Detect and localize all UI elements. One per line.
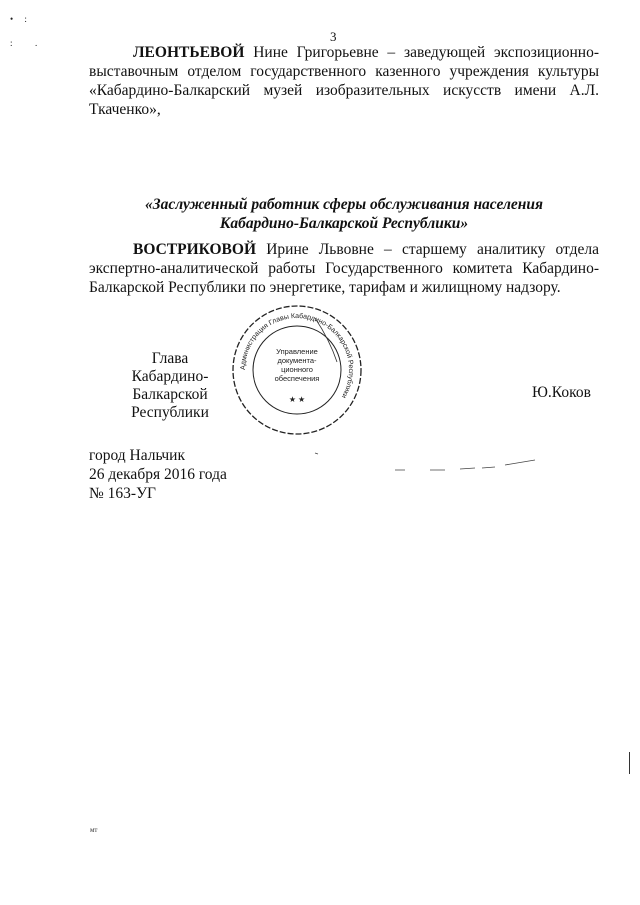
stamp-star: ★ ★ [288,395,306,404]
footer-code: мт [90,826,98,834]
awardee-surname: ЛЕОНТЬЕВОЙ [133,44,245,61]
award-title-heading [89,195,599,233]
scan-marks: • : : . [10,14,38,48]
signatory-name: Ю.Коков [532,384,591,401]
decree-details [89,446,227,503]
stamp-center-line: докумeнта- [277,356,317,365]
official-stamp [227,300,367,440]
heading-line-1: «Заслуженный работник сферы обслуживания населения [144,196,544,213]
decree-date: 26 декабря 2016 года [89,466,227,483]
scan-dash-marks [310,450,550,475]
awardee-details: Ирине Львовне – старшему аналитику отдела экспертно-аналитической работы Государственного комитета Кабардино-Балкарской Республики по энергетике, тарифам и жилищному надзору. [89,241,599,296]
signatory-position: Глава Кабардино-Балкарской Республики [131,350,209,421]
awardee-surname: ВОСТРИКОВОЙ [133,241,257,258]
scan-edge-mark [629,752,630,774]
heading-line-2: Кабардино-Балкарской Республики» [219,215,469,232]
stamp-center-line: обеспечения [274,374,320,383]
award-paragraph-2 [89,240,599,297]
awardee-details: Нине Григорьевне – заведующей экспозиционно-выставочным отделом государственного казенного учреждения культуры «Кабардино-Балкарский музей изобразительных искусств имени А.Л. Ткаченко», [89,44,599,118]
stamp-ring-text: Администрация Главы Кабардино-Балкарской Республики [239,312,355,400]
page-number: 3 [330,29,337,44]
decree-city: город Нальчик [89,447,185,464]
stamp-center-line: ционного [281,365,313,374]
award-paragraph-1 [89,43,599,119]
decree-number: № 163-УГ [89,485,157,502]
stamp-center-line: Управление [276,347,318,356]
